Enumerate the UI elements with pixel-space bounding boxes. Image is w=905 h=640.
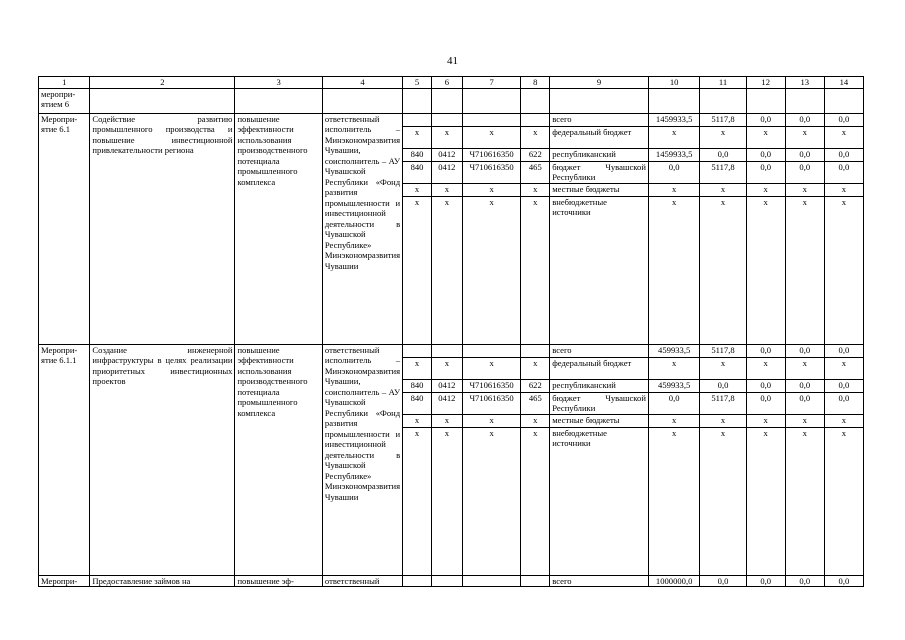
value-cell: 459933,5	[648, 344, 699, 357]
column-header: 11	[700, 77, 746, 89]
funding-source: всего	[550, 575, 649, 587]
event-name: Меропри-	[39, 575, 90, 587]
value-cell: х	[700, 414, 746, 427]
funding-source: всего	[550, 113, 649, 126]
value-cell: 0,0	[824, 161, 863, 183]
value-cell: х	[403, 196, 432, 344]
value-cell: 465	[521, 161, 550, 183]
value-cell: х	[824, 126, 863, 148]
column-header: 9	[550, 77, 649, 89]
value-cell: х	[521, 126, 550, 148]
value-cell: х	[648, 196, 699, 344]
value-cell: 0,0	[746, 575, 785, 587]
value-cell: х	[403, 126, 432, 148]
value-cell: х	[700, 357, 746, 379]
value-cell: 0,0	[648, 392, 699, 414]
value-cell: 0,0	[700, 148, 746, 161]
cell	[403, 88, 432, 113]
event-description: Содействие развитию промышленного производства и повышение инвестиционной привлекательности региона	[90, 113, 235, 344]
value-cell: Ч710616350	[462, 148, 521, 161]
value-cell	[462, 344, 521, 357]
value-cell: х	[521, 196, 550, 344]
value-cell: 5117,8	[700, 161, 746, 183]
event-description: Предоставление займов на	[90, 575, 235, 587]
value-cell	[431, 575, 462, 587]
event-executor: ответственный	[322, 575, 402, 587]
value-cell: х	[431, 357, 462, 379]
value-cell: х	[648, 414, 699, 427]
value-cell: 0,0	[824, 392, 863, 414]
table-row	[39, 88, 864, 113]
value-cell: 0,0	[746, 379, 785, 392]
cell	[746, 88, 785, 113]
value-cell: х	[431, 183, 462, 196]
column-header: 13	[785, 77, 824, 89]
column-header: 5	[403, 77, 432, 89]
funding-source: бюджет Чувашской Республики	[550, 161, 649, 183]
column-header: 10	[648, 77, 699, 89]
value-cell: х	[431, 414, 462, 427]
cell	[700, 88, 746, 113]
value-cell: 0412	[431, 148, 462, 161]
value-cell: х	[431, 427, 462, 575]
cell	[648, 88, 699, 113]
column-header: 7	[462, 77, 521, 89]
value-cell: 0,0	[824, 344, 863, 357]
value-cell: х	[746, 357, 785, 379]
cell	[90, 88, 235, 113]
column-header: 4	[322, 77, 402, 89]
value-cell: х	[700, 427, 746, 575]
event-executor: ответственный исполнитель – Минэкономразвития Чувашии, соисполнитель – АУ Чувашской Республики «Фонд развития промышленности и инвестиционной деятельности в Чувашской Республике» Минэкономразвития Чувашии	[322, 113, 402, 344]
value-cell: 0,0	[824, 148, 863, 161]
value-cell: 0,0	[824, 575, 863, 587]
value-cell	[431, 344, 462, 357]
value-cell: 0,0	[746, 161, 785, 183]
value-cell: 0,0	[785, 344, 824, 357]
value-cell: х	[785, 196, 824, 344]
value-cell: х	[521, 427, 550, 575]
funding-source: внебюджетные источники	[550, 196, 649, 344]
column-header: 14	[824, 77, 863, 89]
value-cell: х	[785, 414, 824, 427]
value-cell: х	[746, 196, 785, 344]
value-cell	[403, 113, 432, 126]
cell	[521, 88, 550, 113]
value-cell: 0,0	[648, 161, 699, 183]
value-cell	[403, 575, 432, 587]
value-cell: 0,0	[700, 575, 746, 587]
value-cell	[431, 113, 462, 126]
value-cell: х	[431, 126, 462, 148]
value-cell: 0,0	[785, 392, 824, 414]
value-cell: 622	[521, 379, 550, 392]
value-cell: 0412	[431, 161, 462, 183]
funding-source: федеральный бюджет	[550, 126, 649, 148]
value-cell: 0,0	[785, 161, 824, 183]
header-row	[39, 77, 864, 89]
budget-table	[38, 76, 864, 587]
value-cell	[521, 113, 550, 126]
value-cell	[462, 113, 521, 126]
prev-event-tail: меропри-ятием 6	[39, 88, 90, 113]
value-cell: х	[521, 357, 550, 379]
table-row	[39, 575, 864, 587]
value-cell: 5117,8	[700, 344, 746, 357]
value-cell: х	[648, 427, 699, 575]
event-goal: повышение эффективности использования производственного потенциала промышленного комплекса	[235, 113, 322, 344]
column-header: 2	[90, 77, 235, 89]
page-number: 41	[447, 55, 458, 67]
value-cell: х	[462, 196, 521, 344]
value-cell: 0412	[431, 392, 462, 414]
funding-source: бюджет Чувашской Республики	[550, 392, 649, 414]
funding-source: всего	[550, 344, 649, 357]
value-cell	[521, 575, 550, 587]
value-cell: х	[746, 126, 785, 148]
event-description: Создание инженерной инфраструктуры в целях реализации приоритетных инвестиционных проектов	[90, 344, 235, 575]
value-cell: Ч710616350	[462, 392, 521, 414]
value-cell: 0,0	[785, 575, 824, 587]
value-cell: х	[462, 427, 521, 575]
value-cell	[462, 575, 521, 587]
value-cell: 1459933,5	[648, 113, 699, 126]
value-cell: 622	[521, 148, 550, 161]
column-header: 3	[235, 77, 322, 89]
funding-source: местные бюджеты	[550, 183, 649, 196]
value-cell: х	[648, 357, 699, 379]
value-cell	[403, 344, 432, 357]
value-cell: х	[521, 183, 550, 196]
value-cell: х	[824, 357, 863, 379]
column-header: 8	[521, 77, 550, 89]
value-cell: 0,0	[785, 379, 824, 392]
value-cell: х	[403, 183, 432, 196]
value-cell: 840	[403, 392, 432, 414]
value-cell: 0412	[431, 379, 462, 392]
value-cell: 0,0	[785, 113, 824, 126]
value-cell: 5117,8	[700, 113, 746, 126]
value-cell: 0,0	[746, 392, 785, 414]
value-cell: х	[403, 357, 432, 379]
cell	[235, 88, 322, 113]
cell	[322, 88, 402, 113]
funding-source: федеральный бюджет	[550, 357, 649, 379]
value-cell: х	[403, 414, 432, 427]
value-cell: х	[700, 196, 746, 344]
value-cell: 459933,5	[648, 379, 699, 392]
value-cell: х	[824, 414, 863, 427]
value-cell: х	[462, 126, 521, 148]
event-name: Меропри-ятие 6.1	[39, 113, 90, 344]
column-header: 1	[39, 77, 90, 89]
value-cell: х	[700, 183, 746, 196]
cell	[550, 88, 649, 113]
event-goal: повышение эф-	[235, 575, 322, 587]
value-cell: Ч710616350	[462, 161, 521, 183]
value-cell: 1000000,0	[648, 575, 699, 587]
value-cell: 0,0	[785, 148, 824, 161]
value-cell: х	[785, 357, 824, 379]
cell	[785, 88, 824, 113]
value-cell: 840	[403, 379, 432, 392]
value-cell: х	[521, 414, 550, 427]
value-cell: 0,0	[824, 379, 863, 392]
funding-source: республиканский	[550, 379, 649, 392]
value-cell: 840	[403, 161, 432, 183]
table-row	[39, 113, 864, 126]
value-cell: х	[824, 196, 863, 344]
value-cell: х	[462, 414, 521, 427]
value-cell: х	[785, 183, 824, 196]
value-cell: х	[824, 183, 863, 196]
value-cell: х	[403, 427, 432, 575]
value-cell: х	[648, 126, 699, 148]
value-cell: 0,0	[746, 113, 785, 126]
value-cell: х	[746, 183, 785, 196]
value-cell: 0,0	[746, 148, 785, 161]
value-cell: х	[824, 427, 863, 575]
table-row	[39, 344, 864, 357]
event-goal: повышение эффективности использования производственного потенциала промышленного комплекса	[235, 344, 322, 575]
value-cell: х	[462, 357, 521, 379]
value-cell: 0,0	[700, 379, 746, 392]
value-cell: х	[648, 183, 699, 196]
column-header: 6	[431, 77, 462, 89]
value-cell: 0,0	[746, 344, 785, 357]
funding-source: местные бюджеты	[550, 414, 649, 427]
value-cell: 1459933,5	[648, 148, 699, 161]
value-cell: х	[746, 427, 785, 575]
cell	[824, 88, 863, 113]
value-cell: Ч710616350	[462, 379, 521, 392]
value-cell: х	[746, 414, 785, 427]
column-header: 12	[746, 77, 785, 89]
event-executor: ответственный исполнитель – Минэкономразвития Чувашии, соисполнитель – АУ Чувашской Республики «Фонд развития промышленности и инвестиционной деятельности в Чувашской Республике» Минэкономразвития Чувашии	[322, 344, 402, 575]
value-cell: х	[431, 196, 462, 344]
funding-source: республиканский	[550, 148, 649, 161]
value-cell: х	[700, 126, 746, 148]
value-cell: 5117,8	[700, 392, 746, 414]
cell	[431, 88, 462, 113]
value-cell: 0,0	[824, 113, 863, 126]
value-cell	[521, 344, 550, 357]
funding-source: внебюджетные источники	[550, 427, 649, 575]
event-name: Меропри-ятие 6.1.1	[39, 344, 90, 575]
value-cell: 840	[403, 148, 432, 161]
cell	[462, 88, 521, 113]
value-cell: х	[785, 427, 824, 575]
value-cell: х	[785, 126, 824, 148]
value-cell: х	[462, 183, 521, 196]
value-cell: 465	[521, 392, 550, 414]
